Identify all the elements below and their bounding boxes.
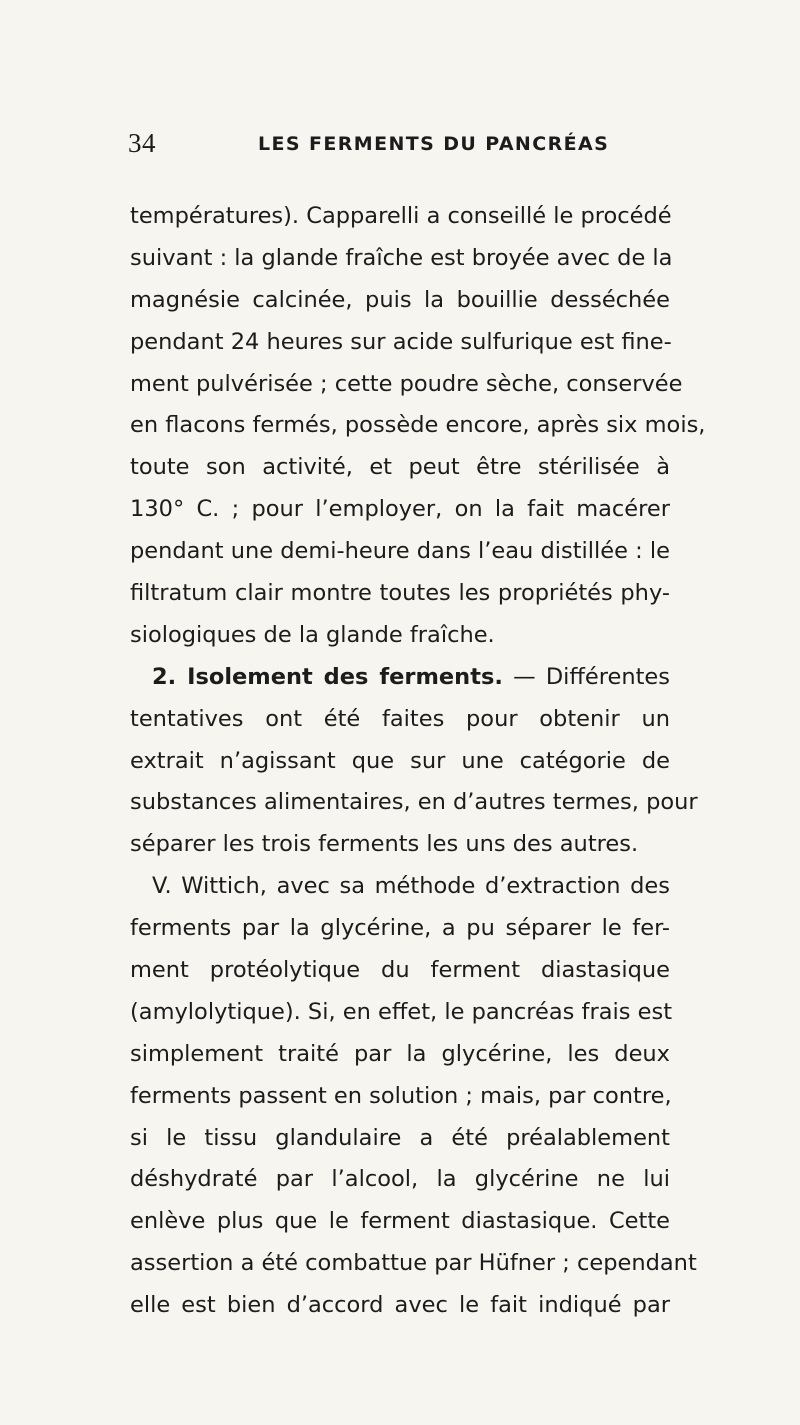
text-line: toute son activité, et peut être stérilisée à (130, 454, 670, 481)
paragraph-3 (130, 866, 697, 1327)
section-heading: 2. Isolement des ferments. (152, 663, 503, 690)
text-line: en flacons fermés, possède encore, après six mois, (130, 412, 706, 439)
text-line: substances alimentaires, en d’autres termes, pour (130, 789, 698, 816)
text-line: pendant une demi-heure dans l’eau distillée : le (130, 538, 670, 565)
text-line: enlève plus que le ferment diastasique. Cette (130, 1208, 670, 1235)
paragraph-1 (130, 196, 706, 657)
text-line: filtratum clair montre toutes les propriétés phy- (130, 580, 670, 607)
text-line: 130° C. ; pour l’employer, on la fait macérer (130, 496, 670, 523)
page-header (128, 128, 688, 168)
text-line: températures). Capparelli a conseillé le procédé (130, 203, 672, 229)
text-line: déshydraté par l’alcool, la glycérine ne lui (130, 1166, 670, 1193)
text-line: siologiques de la glande fraîche. (130, 621, 495, 648)
body-text (130, 196, 706, 1327)
text-line: pendant 24 heures sur acide sulfurique est fine- (130, 328, 672, 355)
text-line: tentatives ont été faites pour obtenir un (130, 705, 670, 732)
text-line: ment protéolytique du ferment diastasique (130, 957, 670, 984)
text-line: ferments passent en solution ; mais, par contre, (130, 1082, 672, 1109)
text-line: magnésie calcinée, puis la bouillie desséchée (130, 286, 670, 313)
text-line: V. Wittich, avec sa méthode d’extraction des (152, 873, 670, 900)
text-line: si le tissu glandulaire a été préalablement (130, 1124, 670, 1151)
text-line: (amylolytique). Si, en effet, le pancréas frais est (130, 998, 673, 1025)
running-title: LES FERMENTS DU PANCRÉAS (258, 133, 610, 155)
text-line: ment pulvérisée ; cette poudre sèche, conservée (130, 370, 683, 397)
text-line: assertion a été combattue par Hüfner ; cependant (130, 1250, 697, 1277)
text-line: simplement traité par la glycérine, les deux (130, 1040, 670, 1067)
text-line: ferments par la glycérine, a pu séparer le fer- (130, 915, 670, 942)
text-line: suivant : la glande fraîche est broyée avec de la (130, 244, 673, 271)
section-heading-line (130, 657, 670, 699)
text-line: elle est bien d’accord avec le fait indiqué par (130, 1292, 670, 1319)
section-heading-continuation: — Différentes (502, 663, 670, 690)
page-number: 34 (128, 128, 156, 158)
text-line: séparer les trois ferments les uns des autres. (130, 831, 639, 858)
text-line: extrait n’agissant que sur une catégorie de (130, 747, 670, 774)
section-2 (130, 657, 698, 866)
